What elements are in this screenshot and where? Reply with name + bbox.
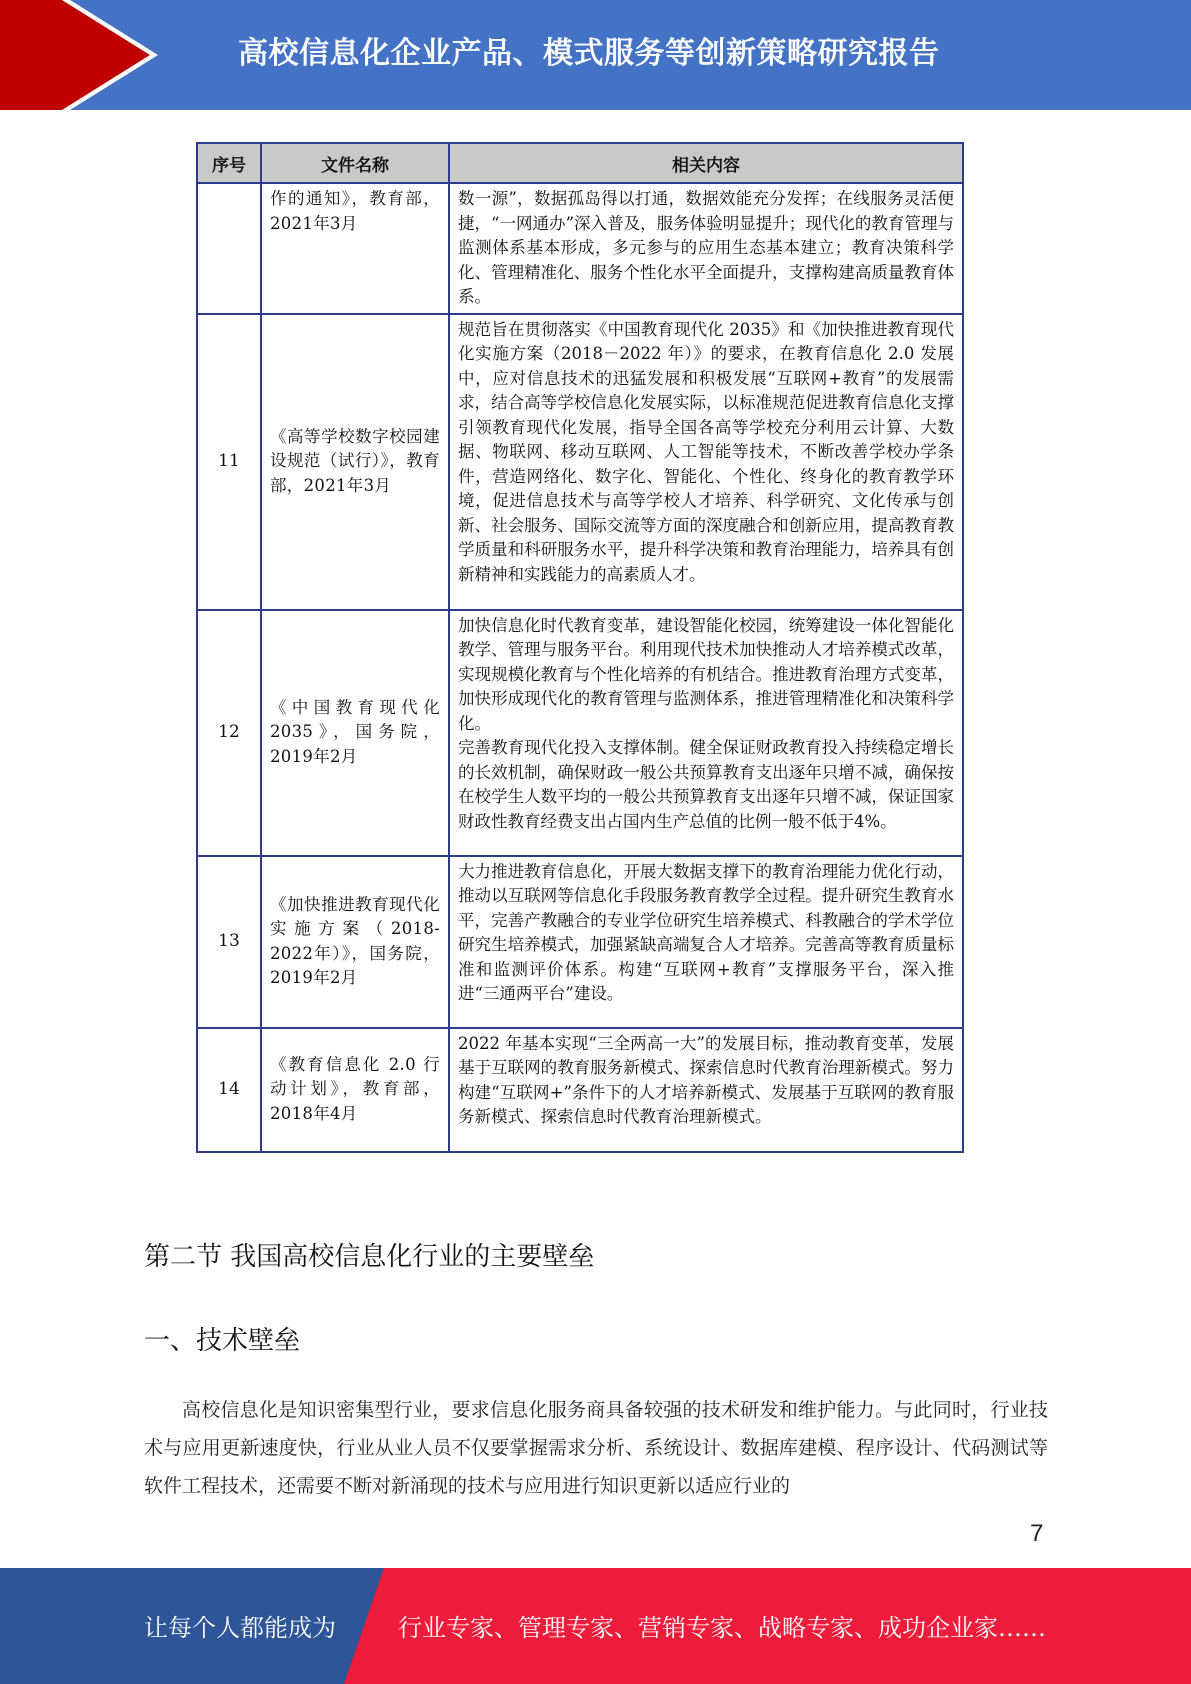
column-header-file-name: 文件名称 bbox=[261, 143, 449, 183]
body-paragraph: 高校信息化是知识密集型行业，要求信息化服务商具备较强的技术研发和维护能力。与此同时，行业技术与应用更新速度快，行业从业人员不仅要掌握需求分析、系统设计、数据库建模、程序设计、代码测试等软件工程技术，还需要不断对新涌现的技术与应用进行知识更新以适应行业的 bbox=[144, 1399, 1048, 1497]
table-row bbox=[197, 856, 963, 1028]
table-row bbox=[197, 1028, 963, 1152]
section-heading: 第二节 我国高校信息化行业的主要壁垒 bbox=[144, 1242, 595, 1272]
footer-tagline: 行业专家、管理专家、营销专家、战略专家、成功企业家…… bbox=[398, 1614, 1046, 1642]
row-file-name: 《高等学校数字校园建设规范（试行）》，教育部，2021年3月 bbox=[261, 314, 449, 610]
footer-banner bbox=[0, 1568, 1191, 1684]
policy-document-table bbox=[196, 142, 964, 1153]
footer-slogan: 让每个人都能成为 bbox=[144, 1614, 336, 1642]
row-file-name: 《教育信息化 2.0 行动计划》，教育部，2018年4月 bbox=[261, 1028, 449, 1152]
table-row bbox=[197, 610, 963, 856]
row-number: 12 bbox=[197, 610, 261, 856]
row-file-name: 作的通知》，教育部，2021年3月 bbox=[261, 183, 449, 314]
column-header-number: 序号 bbox=[197, 143, 261, 183]
table-row bbox=[197, 314, 963, 610]
row-content-paragraph: 大力推进教育信息化，开展大数据支撑下的教育治理能力优化行动，推动以互联网等信息化手段服务教育教学全过程。提升研究生教育水平，完善产教融合的专业学位研究生培养模式、科教融合的学术学位研究生培养模式，加强紧缺高端复合人才培养。完善高等教育质量标准和监测评价体系。构建“互联网+教育”支撑服务平台，深入推进“三通两平台”建设。 bbox=[458, 861, 954, 1003]
row-content-paragraph: 数一源”，数据孤岛得以打通，数据效能充分发挥；在线服务灵活便捷，“一网通办”深入普及，服务体验明显提升；现代化的教育管理与监测体系基本形成，多元参与的应用生态基本建立；教育决策科学化、管理精准化、服务个性化水平全面提升，支撑构建高质量教育体系。 bbox=[458, 189, 954, 306]
row-content bbox=[449, 856, 963, 1028]
sub-heading: 一、技术壁垒 bbox=[144, 1326, 301, 1356]
table-header-row bbox=[197, 143, 963, 183]
report-header bbox=[0, 0, 1191, 110]
row-file-name: 《加快推进教育现代化实施方案（2018-2022年）》，国务院，2019年2月 bbox=[261, 856, 449, 1028]
row-content-paragraph: 2022 年基本实现“三全两高一大”的发展目标，推动教育变革，发展基于互联网的教育服务新模式、探索信息时代教育治理新模式。努力构建“互联网+”条件下的人才培养新模式、发展基于互联网的教育服务新模式、探索信息时代教育治理新模式。 bbox=[458, 1033, 954, 1126]
row-content-paragraph: 加快信息化时代教育变革，建设智能化校园，统筹建设一体化智能化教学、管理与服务平台。利用现代技术加快推动人才培养模式改革，实现规模化教育与个性化培养的有机结合。推进教育治理方式变革，加快形成现代化的教育管理与监测体系，推进管理精准化和决策科学化。 bbox=[458, 615, 954, 733]
row-number: 11 bbox=[197, 314, 261, 610]
page-number: 7 bbox=[1030, 1520, 1044, 1547]
table-row bbox=[197, 183, 963, 314]
column-header-content: 相关内容 bbox=[449, 143, 963, 183]
row-number: 14 bbox=[197, 1028, 261, 1152]
row-content-paragraph: 完善教育现代化投入支撑体制。健全保证财政教育投入持续稳定增长的长效机制，确保财政一般公共预算教育支出逐年只增不减，确保按在校学生人数平均的一般公共预算教育支出逐年只增不减，保证国家财政性教育经费支出占国内生产总值的比例一般不低于4%。 bbox=[458, 738, 954, 831]
chevron-logo-icon bbox=[0, 0, 160, 110]
row-number: 13 bbox=[197, 856, 261, 1028]
row-content bbox=[449, 183, 963, 314]
row-content bbox=[449, 610, 963, 856]
row-content bbox=[449, 1028, 963, 1152]
row-content bbox=[449, 314, 963, 610]
report-title: 高校信息化企业产品、模式服务等创新策略研究报告 bbox=[238, 36, 940, 71]
row-number bbox=[197, 183, 261, 314]
row-content-paragraph: 规范旨在贯彻落实《中国教育现代化 2035》和《加快推进教育现代化实施方案（2018－2022 年）》的要求，在教育信息化 2.0 发展中，应对信息技术的迅猛发展和积极发展“互联网+教育”的发展需求，结合高等学校信息化发展实际，以标准规范促进教育信息化支撑引领教育现代化发展，指导全国各高等学校充分利用云计算、大数据、物联网、移动互联网、人工智能等技术，不断改善学校办学条件，营造网络化、数字化、智能化、个性化、终身化的教育教学环境，促进信息技术与高等学校人才培养、科学研究、文化传承与创新、社会服务、国际交流等方面的深度融合和创新应用，提高教育教学质量和科研服务水平，提升科学决策和教育治理能力，培养具有创新精神和实践能力的高素质人才。 bbox=[458, 319, 954, 584]
row-file-name: 《中国教育现代化2035》，国务院，2019年2月 bbox=[261, 610, 449, 856]
